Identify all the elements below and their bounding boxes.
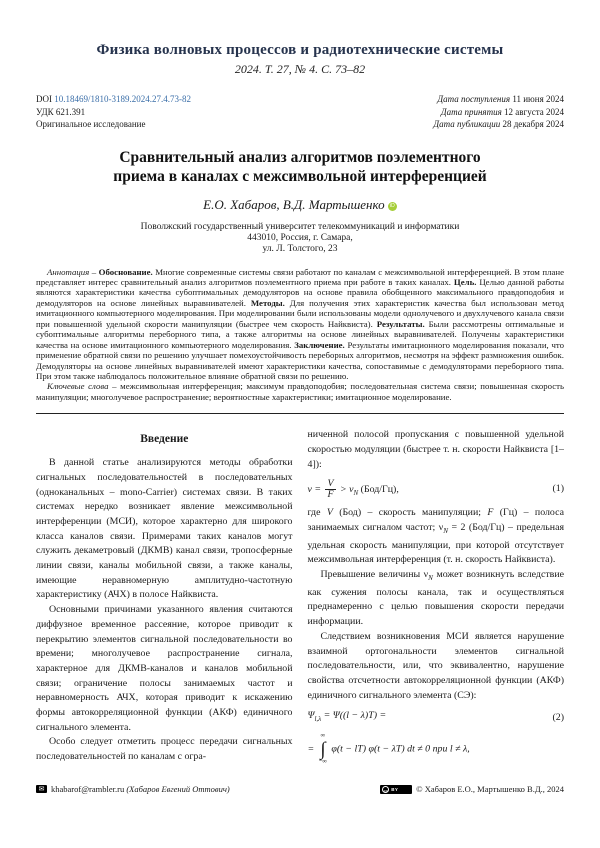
cc-by-label: BY <box>391 786 399 792</box>
authors-line <box>36 197 564 213</box>
article-title <box>36 148 564 187</box>
affiliation-line2: 443010, Россия, г. Самара, <box>247 232 353 243</box>
intro-heading: Введение <box>140 433 189 446</box>
formula-2-number: (2) <box>552 711 564 723</box>
abstract <box>36 267 564 403</box>
paragraph-intro-3: Особо следует отметить процесс передачи сигнальных последовательностей по каналам с огра- <box>36 736 293 763</box>
cc-icon: cc <box>383 787 388 793</box>
abstract-text: Аннотация – Обоснование. Многие современные системы связи работают по каналам с межсимвольной интерференцией. В этом плане представляет интерес сравнительный анализ алгоритмов поэлементного приема при работе в таких каналах. Цель. Целью данной работы являются характеристики качества субоптимальных демодуляторов на основе правила обобщенного максимального правдоподобия и демодуляторов на основе линейных выравнивателей. Методы. Для получения этих характеристик качества был использован метод имитационного компьютерного моделирования. При моделировании были использованы модели однолучевого и двухлучевого канала связи при повышенной удельной скорости манипуляции (быстрее чем скорость Найквиста). Результаты. Были рассмотрены оптимальные и субоптимальные алгоритмы переборного типа, а также алгоритмы на основе линейных выравнивателей. Получены характеристики качества на основе имитационного компьютерного моделирования. Заключение. Результаты имитационного моделирования показали, что применение обратной связи по решению улучшает помехоустойчивость переборных алгоритмов, несмотря на эффект размножения ошибок. Демодуляторы на основе линейных выравнивателей имеют характеристики качества, сопоставимые с демодуляторами переборного типа. При этом также наблюдалось положительное влияние обратной связи по решению. <box>36 266 565 382</box>
doi-label: DOI <box>36 94 55 104</box>
formula-2-line1 <box>308 709 565 727</box>
formula-1 <box>308 479 565 501</box>
email-link[interactable]: khabarof@rambler.ru <box>51 784 125 794</box>
footer-copyright <box>380 784 564 794</box>
section-divider <box>36 413 564 414</box>
page-footer <box>36 784 564 794</box>
paragraph-intro-1: В данной статье анализируются методы обработки сигнальных последовательностей в последовательных (одноканальных – mono-Carrier) системах связи. В таких системах нередко возникает явление межсимвольной интерференции (МСИ), которое характерно для широкого класса каналов связи. Примерами таких каналов могут служить декаметровый (ДКМВ) канал связи, тропосферные линии связи, каналы мобильной связи, а также каналы, имеющие неравномерную амплитудно-частотную характеристику (АЧХ) в полосе Найквиста. <box>36 457 293 601</box>
fraction: $\frac{V}{F}$ <box>327 477 334 500</box>
formula-2-expression: $\Psi_{l,\lambda} = \Psi((l - \lambda)T)$ = <box>307 710 387 724</box>
date-received <box>433 93 564 106</box>
date-published <box>433 118 564 131</box>
keywords: Ключевые слова – межсимвольная интерференция; максимум правдоподобия; последовательная система связи; повышенная скорость манипуляции; многолучевое распространение; вероятностные характеристики; имитационное моделирование. <box>36 381 564 402</box>
cc-by-badge <box>380 785 412 794</box>
journal-title: Физика волновых процессов и радиотехнические системы <box>96 42 504 58</box>
right-column <box>308 428 565 771</box>
formula-2-integral-expression: = ∞ ∫ −∞ φ(t − lT) φ(t − λT) dt ≠ 0 при l ≠ λ, <box>307 732 470 765</box>
date-accepted-label: Дата принятия <box>440 106 505 117</box>
formula-2-line2 <box>308 733 565 765</box>
footer-contact <box>36 784 230 794</box>
article-title-line2: приема в каналах с межсимвольной интерференцией <box>113 168 487 185</box>
date-published-label: Дата публикации <box>433 119 503 129</box>
email-note: (Хабаров Евгений Оттович) <box>124 784 230 794</box>
authors-names: Е.О. Хабаров, В.Д. Мартышенко <box>203 196 385 212</box>
paragraph-where: где V (Бод) – скорость манипуляции; F (Гц) – полоса занимаемых сигналом частот; $\nu_N = 2$ (Бод/Гц) – предельная удельная скорость манипуляции, при которой отсутствует межсимвольная интерференция (т. н. скорость Найквиста). <box>307 507 564 566</box>
meta-row <box>36 93 564 131</box>
meta-left <box>36 93 191 131</box>
date-received-label: Дата поступления <box>437 94 513 104</box>
orcid-icon[interactable]: iD <box>388 202 397 211</box>
body-columns <box>36 428 564 771</box>
formula-1-number: (1) <box>552 483 564 495</box>
copyright-text: © Хабаров Е.О., Мартышенко В.Д., 2024 <box>416 784 564 794</box>
affiliation-line1: Поволжский государственный университет телекоммуникаций и информатики <box>140 221 460 232</box>
article-title-line1: Сравнительный анализ алгоритмов поэлементного <box>119 148 481 166</box>
date-accepted <box>433 106 564 119</box>
left-column <box>36 428 293 771</box>
dates-block <box>433 93 564 131</box>
formula-1-expression: $\nu = \frac{V}{F}$ > $\nu_N$ (Бод/Гц), <box>307 477 399 500</box>
affiliation <box>36 222 564 255</box>
article-type: Оригинальное исследование <box>36 119 146 129</box>
date-published-value: 28 декабря 2024 <box>502 119 564 129</box>
paragraph-intro-2: Основными причинами указанного явления считаются диффузное временное рассеяние, которое приводит к перекрытию элементов сигнальной последовательности во времени; многолучевое распространение сигнала, характерное для ДКМВ-каналов и каналов мобильной связи; ограничение полосы занимаемых частот и неравномерность АЧХ, которая приводит к искажению формы автокорреляционной функции (АКФ) единичного сигнального элемента. <box>36 604 293 733</box>
paragraph-exceeding: Превышение величины $\nu_N$ может возникнуть вследствие как сужения полосы канала, так и осуществляться преднамеренно с целью повышения скорости передачи информации. <box>307 569 564 628</box>
doi-line <box>36 93 191 106</box>
integral-icon: ∞ ∫ −∞ <box>318 732 327 765</box>
date-accepted-value: 12 августа 2024 <box>504 106 564 117</box>
date-received-value: 11 июня 2024 <box>512 94 564 104</box>
journal-issue: 2024. Т. 27, № 4. С. 73–82 <box>234 62 366 76</box>
affiliation-line3: ул. Л. Толстого, 23 <box>262 243 338 254</box>
email-icon: ✉ <box>36 785 47 793</box>
paragraph-continuation: ниченной полосой пропускания с повышенной удельной скоростью модуляции (быстрее т. н. скорости Найквиста [1–4]): <box>307 429 564 470</box>
udk-line: УДК 621.391 <box>36 106 86 117</box>
paragraph-consequence: Следствием возникновения МСИ является нарушение взаимной ортогональности элементов сигнальной последовательности, или, что эквивалентно, нарушение свойства отсчетности автокорреляционной функции (АКФ) единичного сигнального элемента (СЭ): <box>307 630 564 701</box>
doi-link[interactable]: 10.18469/1810-3189.2024.27.4.73-82 <box>54 94 191 104</box>
